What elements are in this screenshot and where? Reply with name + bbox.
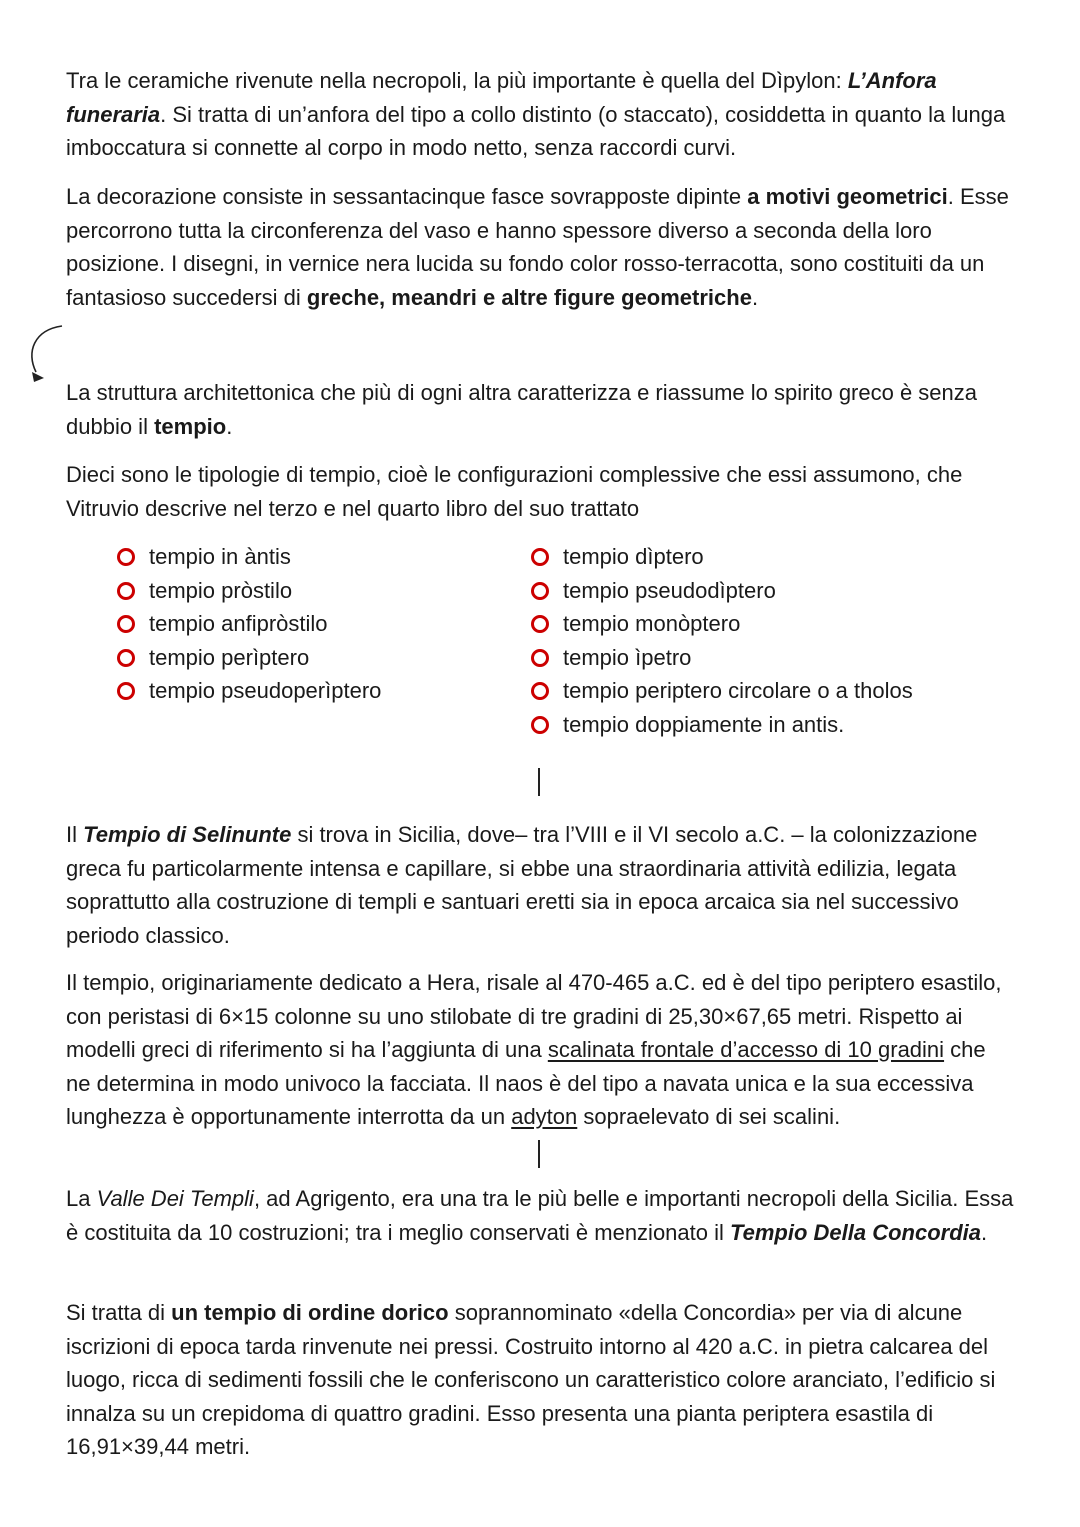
bold-italic-term: L’Anfora funeraria <box>66 68 937 127</box>
list-item-label: tempio ìpetro <box>563 644 692 670</box>
underlined-term: scalinata frontale d’accesso di 10 gradini <box>547 1037 945 1062</box>
list-item <box>117 540 381 574</box>
italic-term: Valle Dei Templi <box>96 1186 254 1211</box>
temple-types-list-right <box>531 540 913 741</box>
list-item <box>531 708 913 742</box>
text-run: si trova in Sicilia, dove– tra l’VIII e il VI secolo a.C. – la colonizzazione greca fu particolarmente intensa e capillare, si ebbe una straordinaria attività edilizia, legata soprattutto alla costruzione di templi e santuari eretti sia in epoca arcaica sia nel successivo periodo classico. <box>66 822 978 948</box>
list-item-label: tempio dìptero <box>563 544 704 569</box>
circle-bullet-icon <box>531 682 549 700</box>
circle-bullet-icon <box>117 682 135 700</box>
text-run: . Esse percorrono tutta la circonferenza del vaso e hanno spessore diverso a seconda della loro posizione. I disegni, in vernice nera lucida su fondo color rosso-terracotta, sono costituiti da un fantasioso succedersi di <box>66 184 1009 310</box>
circle-bullet-icon <box>117 615 135 633</box>
text-run: Il tempio, originariamente dedicato a Hera, risale al 470-465 a.C. ed è del tipo periptero esastilo, con peristasi di 6×15 colonne su uno stilobate di tre gradini di 25,30×67,65 metri. Rispetto ai modelli greci di riferimento si ha l’aggiunta di una <box>66 970 1002 1062</box>
text-cursor <box>538 1140 540 1168</box>
list-item <box>531 607 913 641</box>
text-run: . <box>226 413 233 439</box>
list-item <box>531 574 913 608</box>
bold-italic-term: Tempio di Selinunte <box>83 822 292 847</box>
circle-bullet-icon <box>531 582 549 600</box>
circle-bullet-icon <box>531 649 549 667</box>
paragraph-anfora <box>66 64 1016 165</box>
list-item-label: tempio anfipròstilo <box>149 611 328 636</box>
text-run: . Si tratta di un’anfora del tipo a collo distinto (o staccato), cosiddetta in quanto la lunga imboccatura si connette al corpo in modo netto, senza raccordi curvi. <box>66 101 1006 160</box>
text-cursor <box>538 768 540 796</box>
paragraph-tipologie <box>66 458 1016 525</box>
list-item <box>117 574 381 608</box>
paragraph-concordia <box>66 1296 1016 1464</box>
paragraph-selinunte <box>66 818 1016 952</box>
text-run: Dieci sono le tipologie di tempio, cioè le configurazioni complessive che essi assumono, che Vitruvio descrive nel terzo e nel quarto libro del suo trattato <box>66 462 963 521</box>
circle-bullet-icon <box>531 716 549 734</box>
list-item-label: tempio perìptero <box>149 644 310 670</box>
bold-term: un tempio di ordine dorico <box>171 1300 449 1325</box>
bold-term: tempio <box>154 413 227 439</box>
text-run: . <box>751 284 759 310</box>
text-run: sopraelevato di sei scalini. <box>577 1104 841 1129</box>
list-item-label: tempio pseudoperìptero <box>149 678 382 703</box>
circle-bullet-icon <box>531 548 549 566</box>
paragraph-hera <box>66 966 1016 1134</box>
bold-term: greche, meandri e altre figure geometriche <box>306 284 752 310</box>
text-run: La decorazione consiste in sessantacinque fasce sovrapposte dipinte <box>66 184 748 209</box>
list-item <box>531 641 913 675</box>
list-item <box>531 674 913 708</box>
circle-bullet-icon <box>117 649 135 667</box>
text-run: Si tratta di <box>66 1300 172 1325</box>
list-item-label: tempio pseudodìptero <box>563 577 776 603</box>
text-run: Tra le ceramiche rivenute nella necropoli, la più importante è quella del Dìpylon: <box>66 68 848 93</box>
list-item-label: tempio monòptero <box>563 611 741 636</box>
list-item <box>117 607 381 641</box>
text-run: La <box>66 1186 97 1211</box>
paragraph-decorazione <box>66 180 1016 314</box>
list-item-label: tempio doppiamente in antis. <box>563 711 845 737</box>
list-item-label: tempio periptero circolare o a tholos <box>563 678 913 703</box>
list-item <box>117 641 381 675</box>
list-item <box>117 674 381 708</box>
text-run: che ne determina in modo univoco la facciata. Il naos è del tipo a navata unica e la sua eccessiva lunghezza è opportunamente interrotta da un <box>66 1037 986 1129</box>
text-run: Il <box>66 822 84 847</box>
list-item-label: tempio in àntis <box>149 544 291 569</box>
circle-bullet-icon <box>117 548 135 566</box>
curved-arrow-icon <box>22 322 68 384</box>
circle-bullet-icon <box>531 615 549 633</box>
temple-types-list-left <box>117 540 381 708</box>
text-run: , ad Agrigento, era una tra le più belle e importanti necropoli della Sicilia. Essa è costituita da 10 costruzioni; tra i meglio conservati è menzionato il <box>66 1186 1014 1245</box>
circle-bullet-icon <box>117 582 135 600</box>
text-run: . <box>981 1219 988 1245</box>
paragraph-struttura <box>66 376 1016 443</box>
text-run: La struttura architettonica che più di ogni altra caratterizza e riassume lo spirito greco è senza dubbio il <box>66 380 978 439</box>
list-item-label: tempio pròstilo <box>149 577 293 603</box>
paragraph-valle <box>66 1182 1016 1249</box>
list-item <box>531 540 913 574</box>
text-run: soprannominato «della Concordia» per via di alcune iscrizioni di epoca tarda rinvenute nei pressi. Costruito intorno al 420 a.C. in pietra calcarea del luogo, ricca di sedimenti fossili che le conferiscono un caratteristico colore aranciato, l’edificio si innalza su un crepidoma di quattro gradini. Esso presenta una pianta periptera esastila di 16,91×39,44 metri. <box>66 1300 996 1459</box>
bold-italic-term: Tempio Della Concordia <box>730 1219 982 1245</box>
underlined-term: adyton <box>511 1104 578 1129</box>
bold-term: a motivi geometrici <box>747 184 948 209</box>
